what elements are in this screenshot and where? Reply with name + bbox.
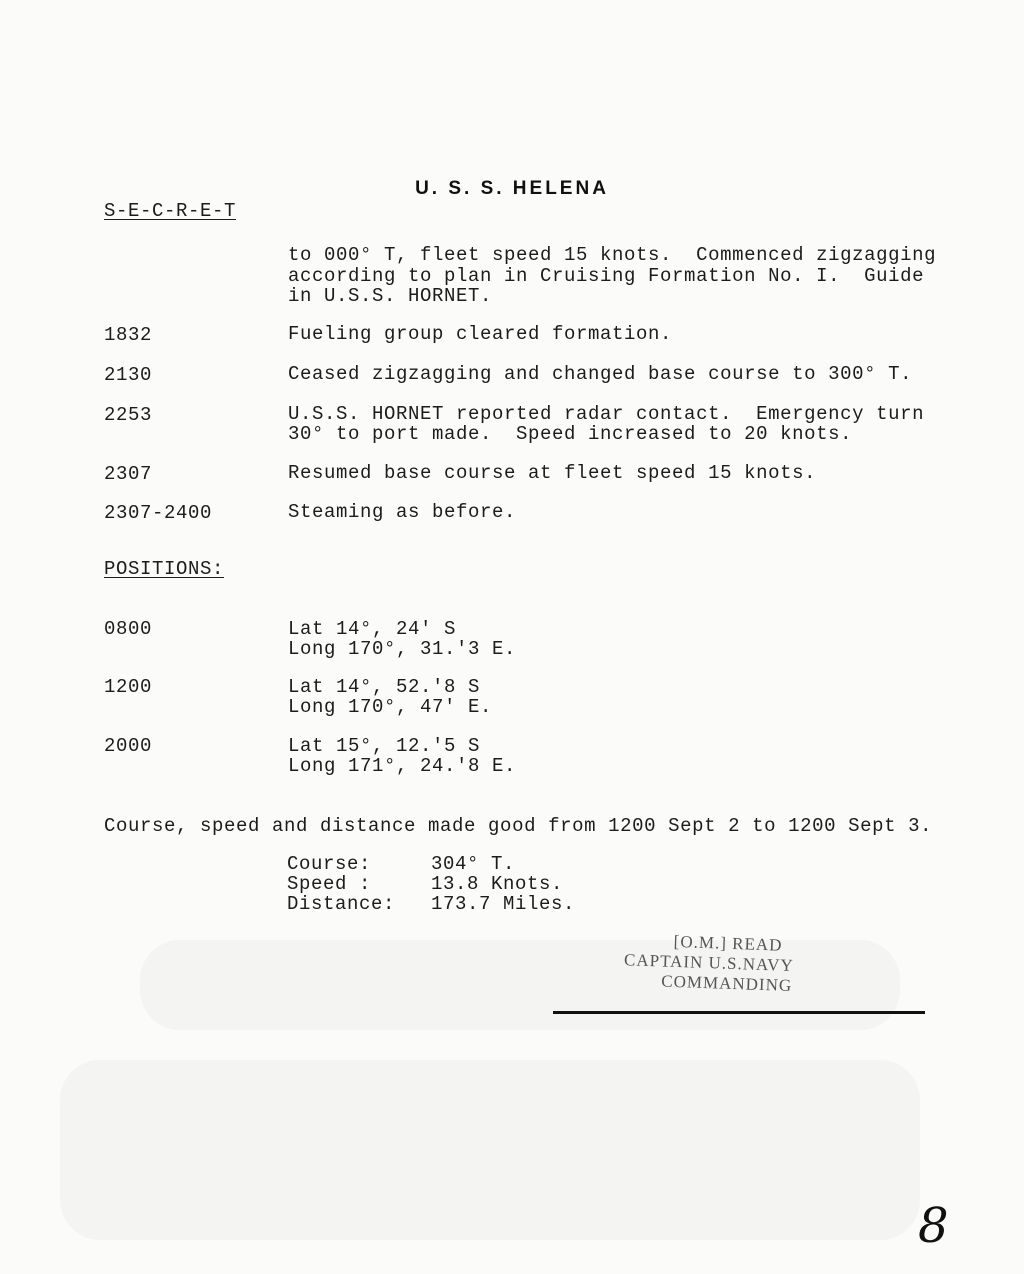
speed-value: 13.8 Knots. bbox=[431, 873, 564, 895]
log-entry-text: Steaming as before. bbox=[288, 501, 517, 523]
signature-stamp bbox=[617, 930, 849, 998]
bleed-through-smudge bbox=[60, 1060, 920, 1240]
position-longitude: Long 170°, 47' E. bbox=[288, 696, 493, 718]
course-value: 304° T. bbox=[431, 853, 516, 875]
position-time: 2000 bbox=[104, 735, 153, 757]
distance-value: 173.7 Miles. bbox=[431, 893, 576, 915]
signature-name: [O.M.] READ bbox=[673, 931, 783, 955]
log-entry-time: 2130 bbox=[104, 364, 153, 386]
log-entry-text: Resumed base course at fleet speed 15 knots. bbox=[288, 462, 817, 484]
position-latitude: Lat 14°, 52.'8 S bbox=[288, 676, 481, 698]
positions-heading: POSITIONS: bbox=[104, 558, 225, 580]
position-longitude: Long 170°, 31.'3 E. bbox=[288, 638, 517, 660]
course-label: Course: bbox=[287, 853, 372, 875]
log-continuation-line: in U.S.S. HORNET. bbox=[288, 285, 493, 307]
log-entry-time: 2307 bbox=[104, 463, 153, 485]
log-entry-text: 30° to port made. Speed increased to 20 knots. bbox=[288, 423, 853, 445]
position-longitude: Long 171°, 24.'8 E. bbox=[288, 755, 517, 777]
log-entry-text: U.S.S. HORNET reported radar contact. Emergency turn bbox=[288, 403, 925, 425]
distance-label: Distance: bbox=[287, 893, 396, 915]
log-entry-time: 2253 bbox=[104, 404, 153, 426]
signature-rank: CAPTAIN U.S.NAVY bbox=[623, 950, 795, 976]
position-time: 1200 bbox=[104, 676, 153, 698]
page-number: 8 bbox=[918, 1198, 949, 1254]
position-time: 0800 bbox=[104, 618, 153, 640]
log-entry-time: 2307-2400 bbox=[104, 502, 213, 524]
signature-role: COMMANDING bbox=[661, 971, 793, 996]
log-continuation-line: according to plan in Cruising Formation No. I. Guide bbox=[288, 265, 925, 287]
log-continuation-line: to 000° T, fleet speed 15 knots. Commenced zigzagging bbox=[288, 244, 937, 266]
log-entry-text: Fueling group cleared formation. bbox=[288, 323, 673, 345]
speed-label: Speed : bbox=[287, 873, 372, 895]
position-latitude: Lat 14°, 24' S bbox=[288, 618, 457, 640]
course-speed-distance-summary: Course, speed and distance made good from 1200 Sept 2 to 1200 Sept 3. bbox=[104, 815, 933, 837]
signature-line bbox=[553, 1011, 925, 1014]
position-latitude: Lat 15°, 12.'5 S bbox=[288, 735, 481, 757]
log-entry-time: 1832 bbox=[104, 324, 153, 346]
ship-name-heading: U. S. S. HELENA bbox=[415, 178, 609, 199]
log-entry-text: Ceased zigzagging and changed base course to 300° T. bbox=[288, 363, 913, 385]
classification-label: S-E-C-R-E-T bbox=[104, 200, 237, 222]
